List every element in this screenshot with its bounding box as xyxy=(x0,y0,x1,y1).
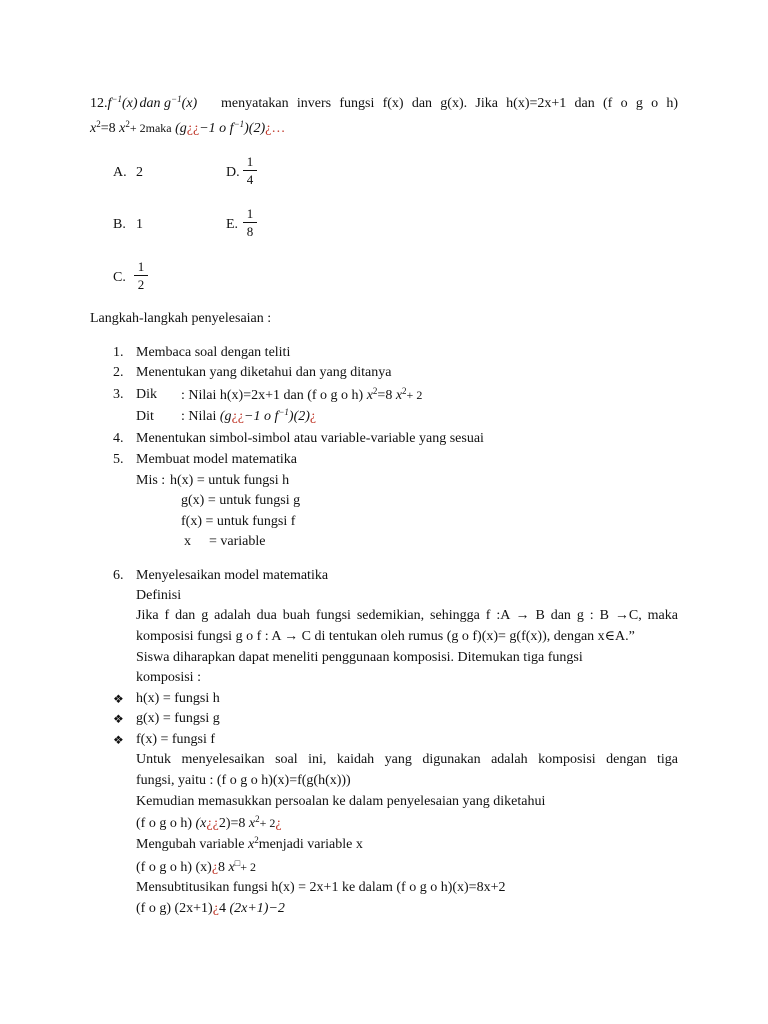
diamond-bullet-icon: ❖ xyxy=(113,733,124,747)
diamond-bullet-icon: ❖ xyxy=(113,712,124,726)
siswa-line-1: Siswa diharapkan dapat meneliti penggunaan komposisi. Ditemukan tiga fungsi xyxy=(136,650,583,665)
definition-line-2: komposisi fungsi g o f : A → C di tentukan oleh rumus (g o f)(x)= g(f(x)), dengan x∈A.” xyxy=(136,629,635,644)
mis-label: Mis : xyxy=(136,473,166,488)
bullet-g: g(x) = fungsi g xyxy=(136,711,220,726)
mis-x-eq: = variable xyxy=(209,534,266,549)
mensubtitusikan-line: Mensubtitusikan fungsi h(x) = 2x+1 ke dalam (f o g o h)(x)=8x+2 xyxy=(136,880,506,895)
option-a-label: A. xyxy=(113,165,127,180)
bullet-h: h(x) = fungsi h xyxy=(136,691,220,706)
definisi-label: Definisi xyxy=(136,588,182,603)
question-number: 12. xyxy=(90,96,108,111)
dik-label: Dik xyxy=(136,387,157,402)
option-a-value: 2 xyxy=(136,165,143,180)
option-d-label: D. xyxy=(226,165,240,180)
step-3-number: 3. xyxy=(113,387,124,402)
kemudian-line: Kemudian memasukkan persoalan ke dalam penyelesaian yang diketahui xyxy=(136,794,546,809)
siswa-line-2: komposisi : xyxy=(136,670,201,685)
steps-heading: Langkah-langkah penyelesaian : xyxy=(90,311,272,326)
mis-h: h(x) = untuk fungsi h xyxy=(170,473,290,488)
step-6-number: 6. xyxy=(113,568,124,583)
option-e-label: E. xyxy=(226,217,239,232)
step-6-text: Menyelesaikan model matematika xyxy=(136,568,329,583)
step-4-number: 4. xyxy=(113,431,124,446)
question-line-2: $x^2=8$ $x^2+$ 2maka (g¿¿−1 o $f^{-1})(2)¿\dots$ xyxy=(90,119,286,136)
dit-label: Dit xyxy=(136,409,154,424)
dik-text: : Nilai h(x)=2x+1 dan (f o g o h) $x^2=8$ $x^2+ 2$ xyxy=(181,386,423,403)
step-5-number: 5. xyxy=(113,452,124,467)
fog-equation: (f o g) (2x+1)¿4 (2x+1)−2 xyxy=(136,901,285,916)
bullet-f: f(x) = fungsi f xyxy=(136,732,216,747)
option-b-value: 1 xyxy=(136,217,143,232)
option-e-fraction: $\frac{1}{8}$ xyxy=(243,206,257,239)
option-c-label: C. xyxy=(113,270,126,285)
untuk-line-2: fungsi, yaitu : (f o g o h)(x)=f(g(h(x))) xyxy=(136,773,351,788)
option-c-fraction: $\frac{1}{2}$ xyxy=(134,259,148,292)
fgoh-equation-1: (f o g o h) (x¿¿2)=8 $x^2+$ 2¿ xyxy=(136,814,282,831)
dit-text: : Nilai (g¿¿−1 o $f^{-1})(2)¿$ xyxy=(181,407,317,424)
definition-line-1: Jika f dan g adalah dua buah fungsi sedemikian, sehingga f :A → B dan g : B →C, maka xyxy=(136,608,678,623)
option-b-label: B. xyxy=(113,217,126,232)
question-line-1-text: menyatakan invers fungsi f(x) dan g(x). Jika h(x)=2x+1 dan (f o g o h) xyxy=(221,96,678,111)
step-2-text: Menentukan yang diketahui dan yang ditanya xyxy=(136,365,392,380)
untuk-line-1: Untuk menyelesaikan soal ini, kaidah yang digunakan adalah komposisi dengan tiga xyxy=(136,752,678,767)
step-2-number: 2. xyxy=(113,365,124,380)
mis-x: x xyxy=(184,534,191,549)
step-1-text: Membaca soal dengan teliti xyxy=(136,345,291,360)
step-1-number: 1. xyxy=(113,345,124,360)
step-4-text: Menentukan simbol-simbol atau variable-variable yang sesuai xyxy=(136,431,484,446)
mis-f: f(x) = untuk fungsi f xyxy=(181,514,296,529)
step-5-text: Membuat model matematika xyxy=(136,452,297,467)
mis-g: g(x) = untuk fungsi g xyxy=(181,493,301,508)
option-d-fraction: $\frac{1}{4}$ xyxy=(243,154,257,187)
mengubah-line: Mengubah variable $x^2menjadi$ variable x xyxy=(136,835,363,852)
question-line-1: $12.f^{-1}(x)$ dan $g^{-1}(x)$ xyxy=(90,94,198,111)
fgoh-equation-2: (f o g o h) (x)¿8 x□+ 2 xyxy=(136,858,256,875)
diamond-bullet-icon: ❖ xyxy=(113,692,124,706)
